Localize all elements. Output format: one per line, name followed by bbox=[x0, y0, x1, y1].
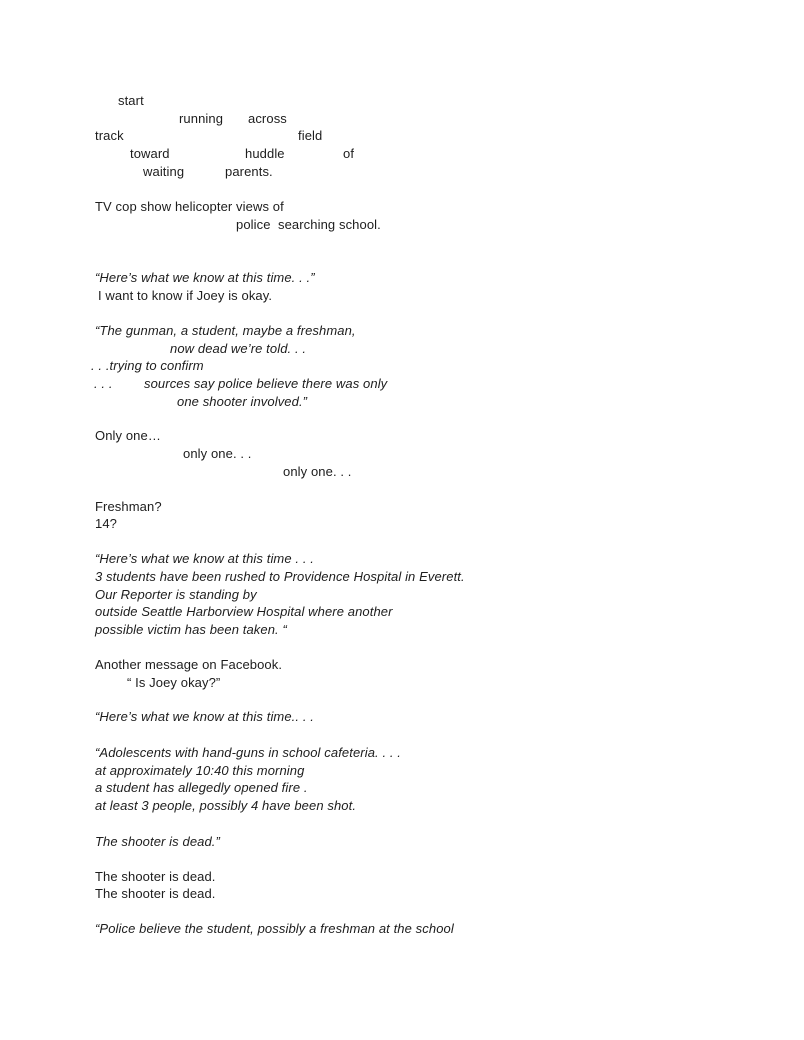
poem-line-4-segment-2: huddle bbox=[245, 146, 285, 161]
poem-line-18-segment-1: Freshman? bbox=[95, 499, 162, 514]
poem-line-12-segment-1: . . .trying to confirm bbox=[91, 358, 204, 373]
poem-line-25-segment-1: Another message on Facebook. bbox=[95, 657, 283, 672]
poem-line-4-segment-1: toward bbox=[130, 146, 170, 161]
poem-line-17-segment-1: only one. . . bbox=[283, 464, 352, 479]
poem-line-27-segment-1: “Here’s what we know at this time.. . . bbox=[95, 709, 314, 724]
poem-line-32-segment-1: The shooter is dead.” bbox=[95, 834, 220, 849]
poem-line-5-segment-1: waiting bbox=[143, 164, 185, 179]
poem-line-31-segment-1: at least 3 people, possibly 4 have been shot. bbox=[95, 798, 357, 813]
poem-line-19-segment-1: 14? bbox=[95, 516, 117, 531]
poem-line-16-segment-1: only one. . . bbox=[183, 446, 252, 461]
poem-line-2-segment-2: across bbox=[248, 111, 287, 126]
poem-line-35-segment-1: “Police believe the student, possibly a freshman at the school bbox=[95, 921, 454, 936]
poem-line-13-segment-2: sources say police believe there was only bbox=[144, 376, 388, 391]
poem-line-9-segment-1: I want to know if Joey is okay. bbox=[98, 288, 273, 303]
poem-line-30-segment-1: a student has allegedly opened fire . bbox=[95, 780, 308, 795]
poem-line-33-segment-1: The shooter is dead. bbox=[95, 869, 216, 884]
poem-line-11-segment-1: now dead we’re told. . . bbox=[170, 341, 307, 356]
poem-line-34-segment-1: The shooter is dead. bbox=[95, 886, 216, 901]
poem-line-14-segment-1: one shooter involved.” bbox=[177, 394, 308, 409]
poem-line-3-segment-2: field bbox=[298, 128, 323, 143]
poem-line-15-segment-1: Only one… bbox=[95, 428, 161, 443]
poem-line-3-segment-1: track bbox=[95, 128, 124, 143]
poem-line-4-segment-3: of bbox=[343, 146, 355, 161]
poem-line-1-segment-1: start bbox=[118, 93, 144, 108]
poem-line-7-segment-1: police searching school. bbox=[236, 217, 381, 232]
poem-line-10-segment-1: “The gunman, a student, maybe a freshman, bbox=[95, 323, 356, 338]
poem-line-13-segment-1: . . . bbox=[94, 376, 113, 391]
poem-line-24-segment-1: possible victim has been taken. “ bbox=[95, 622, 287, 637]
poem-line-22-segment-1: Our Reporter is standing by bbox=[95, 587, 257, 602]
poem-line-29-segment-1: at approximately 10:40 this morning bbox=[95, 763, 305, 778]
poem-line-23-segment-1: outside Seattle Harborview Hospital where another bbox=[95, 604, 393, 619]
poem-line-5-segment-2: parents. bbox=[225, 164, 273, 179]
poem-line-6-segment-1: TV cop show helicopter views of bbox=[95, 199, 284, 214]
poem-line-21-segment-1: 3 students have been rushed to Providence Hospital in Everett. bbox=[95, 569, 465, 584]
poem-line-26-segment-1: “ Is Joey okay?” bbox=[127, 675, 221, 690]
poem-line-8-segment-1: “Here’s what we know at this time. . .” bbox=[95, 270, 315, 285]
poem-line-28-segment-1: “Adolescents with hand-guns in school cafeteria. . . . bbox=[95, 745, 402, 760]
poem-line-2-segment-1: running bbox=[179, 111, 224, 126]
poem-line-20-segment-1: “Here’s what we know at this time . . . bbox=[95, 551, 314, 566]
